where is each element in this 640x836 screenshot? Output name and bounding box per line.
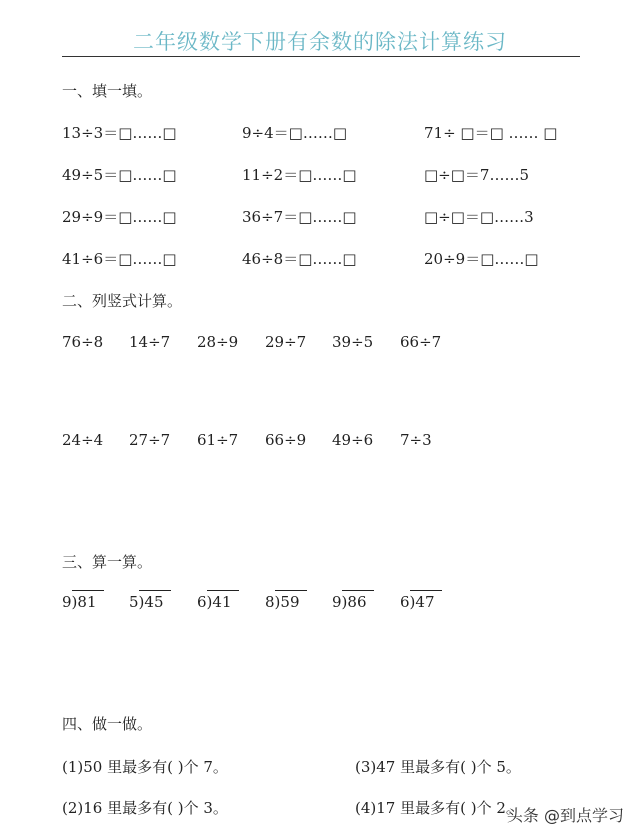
- vertical-calc-problem: 39÷5: [332, 333, 374, 351]
- s1-row: [0, 164, 640, 184]
- vertical-calc-problem: 7÷3: [400, 431, 432, 449]
- long-division-text: 5)45: [129, 593, 164, 611]
- division-bar: [342, 590, 374, 591]
- watermark: 头条 @到点学习: [506, 806, 624, 825]
- fill-problem: □÷□＝7……5: [424, 166, 530, 184]
- vertical-calc-problem: 76÷8: [62, 333, 104, 351]
- fill-problem: 9÷4＝□……□: [242, 124, 348, 142]
- vertical-calc-problem: 66÷7: [400, 333, 442, 351]
- long-division-problem: [129, 593, 163, 611]
- vertical-calc-problem: 61÷7: [197, 431, 239, 449]
- word-problem: (3)47 里最多有( )个 5。: [355, 758, 521, 776]
- long-division-problem: [332, 593, 366, 611]
- s2-row: [0, 333, 640, 353]
- word-problem: (2)16 里最多有( )个 3。: [62, 799, 228, 817]
- division-bar: [72, 590, 104, 591]
- section2-heading: 二、列竖式计算。: [62, 292, 183, 310]
- fill-problem: 49÷5＝□……□: [62, 166, 177, 184]
- vertical-calc-problem: 24÷4: [62, 431, 104, 449]
- fill-problem: 29÷9＝□……□: [62, 208, 177, 226]
- section3-heading: 三、算一算。: [62, 553, 153, 571]
- division-bar: [410, 590, 442, 591]
- division-bar: [207, 590, 239, 591]
- long-division-problem: [197, 593, 231, 611]
- word-problem: (1)50 里最多有( )个 7。: [62, 758, 228, 776]
- title-underline: [62, 56, 580, 57]
- division-bar: [139, 590, 171, 591]
- fill-problem: 71÷ □＝□ …… □: [424, 124, 558, 142]
- fill-problem: 46÷8＝□……□: [242, 250, 357, 268]
- long-division-text: 6)47: [400, 593, 435, 611]
- fill-problem: 20÷9＝□……□: [424, 250, 539, 268]
- vertical-calc-problem: 49÷6: [332, 431, 374, 449]
- division-bar: [275, 590, 307, 591]
- section4-heading: 四、做一做。: [62, 715, 153, 733]
- long-division-text: 6)41: [197, 593, 232, 611]
- long-division-text: 8)59: [265, 593, 300, 611]
- fill-problem: 13÷3＝□……□: [62, 124, 177, 142]
- long-division-text: 9)81: [62, 593, 97, 611]
- section1-heading: 一、填一填。: [62, 82, 153, 100]
- s1-row: [0, 122, 640, 142]
- long-division-problem: [62, 593, 96, 611]
- page-title: 二年级数学下册有余数的除法计算练习: [133, 30, 507, 54]
- s1-row: [0, 206, 640, 226]
- s1-row: [0, 248, 640, 268]
- vertical-calc-problem: 29÷7: [265, 333, 307, 351]
- vertical-calc-problem: 28÷9: [197, 333, 239, 351]
- fill-problem: 41÷6＝□……□: [62, 250, 177, 268]
- vertical-calc-problem: 14÷7: [129, 333, 171, 351]
- s2-row: [0, 431, 640, 451]
- fill-problem: □÷□＝□……3: [424, 208, 534, 226]
- long-division-problem: [265, 593, 299, 611]
- fill-problem: 11÷2＝□……□: [242, 166, 357, 184]
- long-division-problem: [400, 593, 434, 611]
- s3-row: [0, 593, 640, 613]
- s4-row: [0, 756, 640, 776]
- word-problem: (4)17 里最多有( )个 2。: [355, 799, 521, 817]
- vertical-calc-problem: 27÷7: [129, 431, 171, 449]
- vertical-calc-problem: 66÷9: [265, 431, 307, 449]
- long-division-text: 9)86: [332, 593, 367, 611]
- fill-problem: 36÷7＝□……□: [242, 208, 357, 226]
